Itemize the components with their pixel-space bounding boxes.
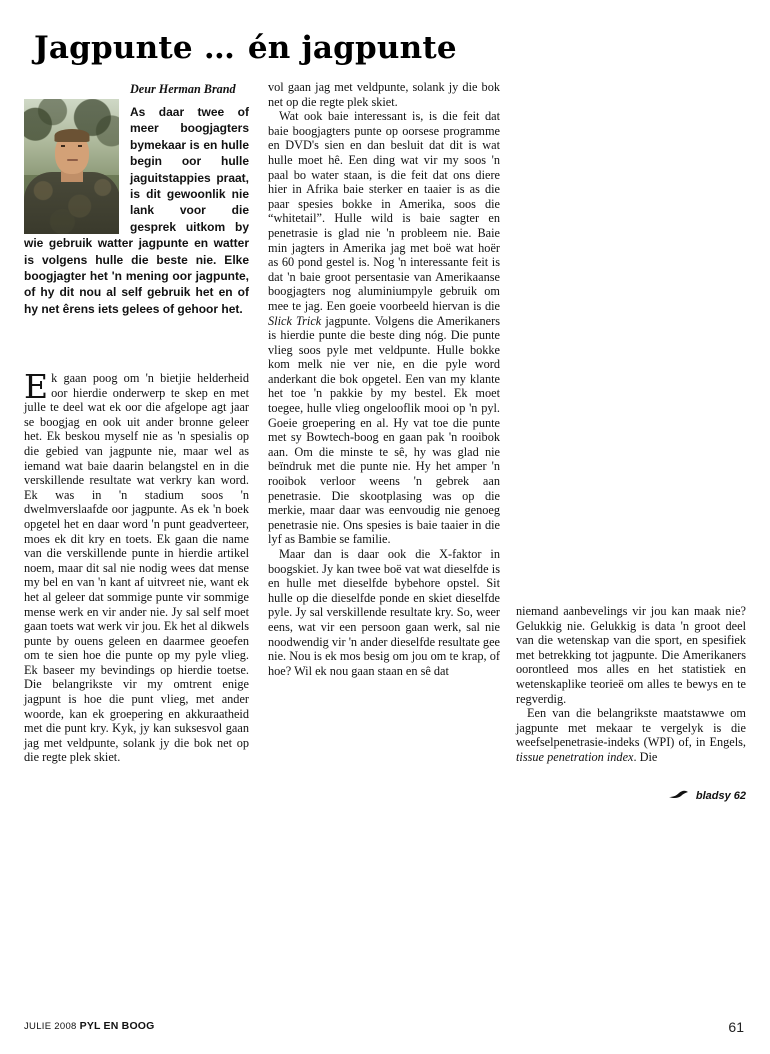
column-one-text: k gaan poog om 'n bietjie helderheid oor hierdie onderwerp te skep en met julle te deel wat ek oor die afgelope agt jaar se boogjag en ook uit ander bronne geleer het. Ek beskou myself nie as 'n spesialis op die gebied van jagpunte nie, maar wel as iemand wat baie daarin belangstel en in die verskillende resultate wat verkry kan word. Ek was in 'n stadium soos 'n dwelmverslaafde oor jagpunte. As ek 'n boek opgetel het en daar word 'n punt geadverteer, moes ek dit kry en toets. Ek gaan die name van die verskillende punte in hierdie artikel noem, maar dit sal nie nodig wees dat mense my bel en van 'n kant af uitvreet nie, want ek het al geleer dat sommige punte vir sommige mense werk en vir ander nie. Jy sal self moet gaan toets wat werk vir jou. Ek het al dikwels punte by ouens geleen en daarmee geoefen om te sien hoe die punte op my pyle vlieg. Ek baseer my bevindings op hierdie toetse. Die belangrikste vir my omtrent enige jagpunt is hoe die punt vlieg, met ander woorde, kan ek groepering en akkuraatheid met die punt kry. Kyk, jy kan suksesvol gaan jag met veldpunte, solank jy die bok net op die regte plek skiet.: [24, 371, 249, 765]
column-one-body: [24, 367, 249, 765]
photo-text-wrap-spacer: [24, 104, 130, 235]
page-number: 61: [728, 1019, 744, 1035]
continued-on-label: bladsy 62: [695, 790, 746, 802]
column-two-paragraph-0: vol gaan jag met veldpunte, solank jy die bok net op die regte plek skiet.: [268, 80, 500, 109]
article-title-part1: Jagpunte: [34, 30, 193, 66]
column-three-paragraph-1: Een van die belangrikste maatstawwe om jagpunte met mekaar te vergelyk is die weefselpenetrasie-indeks (WPI) of, in Engels, tissue penetration index. Die: [516, 706, 746, 764]
article-title-part2: én jagpunte: [247, 30, 457, 66]
continued-on-marker: [516, 790, 746, 802]
article-title: [34, 30, 734, 66]
column-one-paragraph: [24, 367, 249, 765]
intro-paragraph-block: [24, 104, 249, 317]
column-three-paragraph-0: niemand aanbevelings vir jou kan maak nie? Gelukkig nie. Gelukkig is data 'n groot deel van die wetenskap van die sport, en spesifiek met betrekking tot jagpunte. Die Amerikaners oorontleed mos alles en het statistiek en wetenskaplike teorieë om alles te bewys en te regverdig.: [516, 604, 746, 706]
footer-issue-date: JULIE 2008: [24, 1021, 77, 1032]
column-two: [268, 80, 500, 678]
footer-magazine-name: PYL EN BOOG: [79, 1020, 155, 1032]
drop-cap: E: [24, 367, 49, 406]
column-two-paragraph-2: Maar dan is daar ook die X-faktor in boogskiet. Jy kan twee boë vat wat dieselfde is en hulle met dieselfde bybehore opstel. Sit hulle op die dieselfde ponde en skiet dieselfde pyle. Jy sal verskillende resultate kry. So, weer eens, wat vir een persoon gaan werk, sal nie noodwendig vir 'n ander dieselfde resultate gee nie. Nou is ek mos besig om jou om te krap, of hoe? Wil ek nou gaan staan en sê dat: [268, 547, 500, 678]
intro-paragraph: As daar twee of meer boogjagters bymekaar is en hulle begin oor hulle jaguitstappies praat, is dit gewoonlik nie lank voor die gesprek uitkom by wie gebruik watter jagpunte en watter is volgens hulle die beste nie. Elke boogjagter het 'n mening oor jagpunte, of hy dit nou al self gebruik het en of hy net êrens iets gelees of gehoor het.: [24, 105, 249, 316]
column-two-paragraph-1: Wat ook baie interessant is, is die feit dat baie boogjagters punte op oorsese programme en DVD's sien en dan besluit dat dit is wat hulle moet hê. Een ding wat vir my soos 'n paal bo water staan, is die feit dat ons diere hier in Afrika baie sterker en taaier is as die paar spesies bokke in Amerika, soos die “whitetail”. Hulle wild is baie sagter en penetrasie is glad nie 'n probleem nie. Baie min jagters in Amerika jag met boë wat hoër as 60 pond gestel is. Nog 'n interessante feit is dat 'n baie groot persentasie van Amerikaanse boogjagters nog aluminiumpyle gebruik om mee te jag. Een goeie voorbeeld hiervan is die Slick Trick jagpunte. Volgens die Amerikaners is hierdie punte die beste ding nóg. Die punte vlieg soos pyle met veldpunte. Hulle bokke kom melk nie ver nie, en die pyle word anderkant die bok opgetel. Een van my klante het toe 'n pakkie by my bestel. Ek moet toegee, hulle vlieg ongelooflik mooi op 'n pyl. Goeie groepering en al. Hy vat toe die punte met sy Bowtech-boog en gaan pak 'n rooibok aan. Om die minste te sê, hy was glad nie beïndruk met die punte nie. Hy het amper 'n rooibok verloor weens 'n gebrek aan penetrasie. Die skootplasing was op die merkie, maar daar was eenvoudig nie genoeg penetrasie nie. Ons spesies is baie taaier in die lyf as Bambie se familie.: [268, 109, 500, 547]
column-three: [516, 604, 746, 765]
footer-issue: [24, 1020, 155, 1032]
byline: Deur Herman Brand: [130, 82, 236, 96]
arrow-icon: [669, 790, 689, 802]
article-title-ellipsis: …: [203, 30, 237, 66]
